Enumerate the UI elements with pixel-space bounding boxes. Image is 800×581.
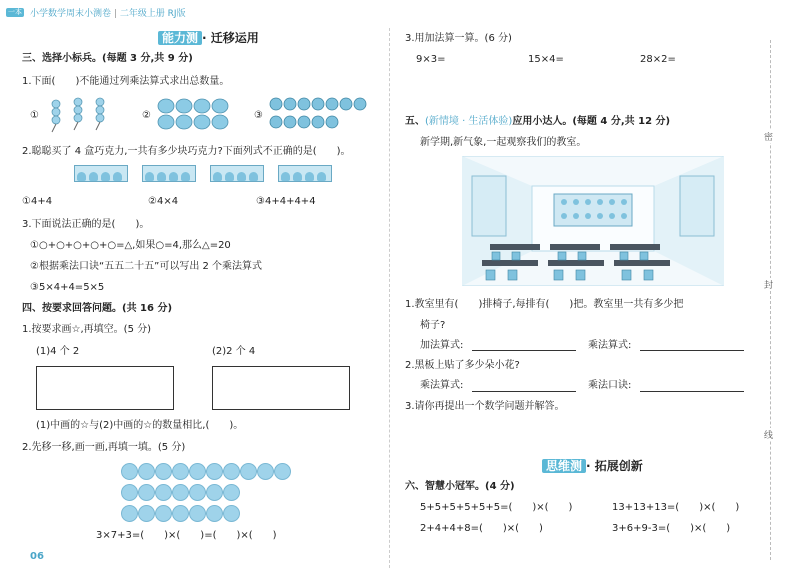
- q2-opt1: ①4+4: [22, 196, 53, 207]
- rhyme-blank[interactable]: [640, 391, 744, 392]
- add-formula-label: 加法算式:: [420, 340, 464, 351]
- binder-char-1: 密: [764, 130, 773, 143]
- add-formula-blank[interactable]: [472, 350, 576, 351]
- q3-opt1: ①○+○+○+○+○=△,如果○=4,那么△=20: [30, 240, 231, 251]
- series-badge: 一本: [8, 8, 22, 16]
- s6-item1: 5+5+5+5+5+5=( )×( ): [420, 502, 573, 513]
- mul-formula-label: 乘法算式:: [588, 340, 632, 351]
- header-title: 小学数学周末小测卷 | 二年级上册 RJ版: [30, 9, 186, 19]
- tomatoes-image: [266, 94, 376, 134]
- chocolate-box: [210, 165, 264, 182]
- s4q3-item1: 9×3=: [416, 54, 446, 65]
- s4q3-item2: 15×4=: [528, 54, 564, 65]
- s4q3-text: 3.用加法算一算。(6 分): [405, 33, 512, 44]
- section3-title: 三、选择小标兵。(每题 3 分,共 9 分): [22, 53, 193, 64]
- section6-title: 六、智慧小冠军。(4 分): [405, 481, 515, 492]
- q1-opt2: ②: [142, 110, 151, 121]
- cabbage-image: [156, 96, 246, 132]
- mul-formula-blank[interactable]: [640, 350, 744, 351]
- binding-line: [770, 40, 771, 560]
- header-bar: [0, 0, 800, 22]
- s4q1-label-a: (1)4 个 2: [36, 346, 80, 357]
- s4q1-label-b: (2)2 个 4: [212, 346, 256, 357]
- section5-title: 五、(新情境 · 生活体验)应用小达人。(每题 4 分,共 12 分): [405, 116, 671, 127]
- classroom-image: [462, 156, 724, 286]
- q1-text: 1.下面( )不能通过列乘法算式求出总数量。: [22, 76, 230, 87]
- q2-text: 2.聪聪买了 4 盒巧克力,一共有多少块巧克力?下面列式不正确的是( )。: [22, 146, 351, 157]
- s4q3-item3: 28×2=: [640, 54, 676, 65]
- s6-item3: 2+4+4+8=( )×( ): [420, 523, 543, 534]
- s6-item2: 13+13+13=( )×( ): [612, 502, 740, 513]
- q2-opt2: ②4×4: [148, 196, 179, 207]
- mul-formula-blank-2[interactable]: [472, 391, 576, 392]
- s5q2-text: 2.黑板上贴了多少朵小花?: [405, 360, 520, 371]
- s6-item4: 3+6+9-3=( )×( ): [612, 523, 731, 534]
- section5-intro: 新学期,新气象,一起观察我们的教室。: [420, 137, 587, 148]
- page-divider: [389, 28, 390, 568]
- binder-char-2: 封: [764, 278, 773, 291]
- s4q1-fill: (1)中画的☆与(2)中画的☆的数量相比,( )。: [36, 420, 244, 431]
- s4q1-text: 1.按要求画☆,再填空。(5 分): [22, 324, 152, 335]
- banner-thinking: 思维测 · 拓展创新: [534, 458, 651, 474]
- drawing-box-a[interactable]: [36, 366, 174, 410]
- chocolate-box: [74, 165, 128, 182]
- banner-ability: 能力测 · 迁移运用: [150, 30, 267, 46]
- q1-opt3: ③: [254, 110, 263, 121]
- s5q1-text: 1.教室里有( )排椅子,每排有( )把。教室里一共有多少把: [405, 299, 684, 310]
- q3-opt3: ③5×4+4=5×5: [30, 282, 105, 293]
- q3-text: 3.下面说法正确的是( )。: [22, 219, 150, 230]
- candied-haws-image: [46, 94, 116, 134]
- s5q1-cont: 椅子?: [420, 320, 446, 331]
- drawing-box-b[interactable]: [212, 366, 350, 410]
- mul-formula-label-2: 乘法算式:: [420, 380, 464, 391]
- s5q3-text: 3.请你再提出一个数学问题并解答。: [405, 401, 565, 412]
- section4-title: 四、按要求回答问题。(共 16 分): [22, 303, 173, 314]
- chocolate-box: [142, 165, 196, 182]
- chocolate-box: [278, 165, 332, 182]
- s4q2-text: 2.先移一移,画一画,再填一填。(5 分): [22, 442, 186, 453]
- q2-opt3: ③4+4+4+4: [256, 196, 316, 207]
- q1-opt1: ①: [30, 110, 39, 121]
- rhyme-label: 乘法口诀:: [588, 380, 632, 391]
- binder-char-3: 线: [764, 428, 773, 441]
- s4q2-equation: 3×7+3=( )×( )=( )×( ): [96, 530, 277, 541]
- page-number: 06: [30, 551, 44, 562]
- q3-opt2: ②根据乘法口诀“五五二十五”可以写出 2 个乘法算式: [30, 261, 263, 272]
